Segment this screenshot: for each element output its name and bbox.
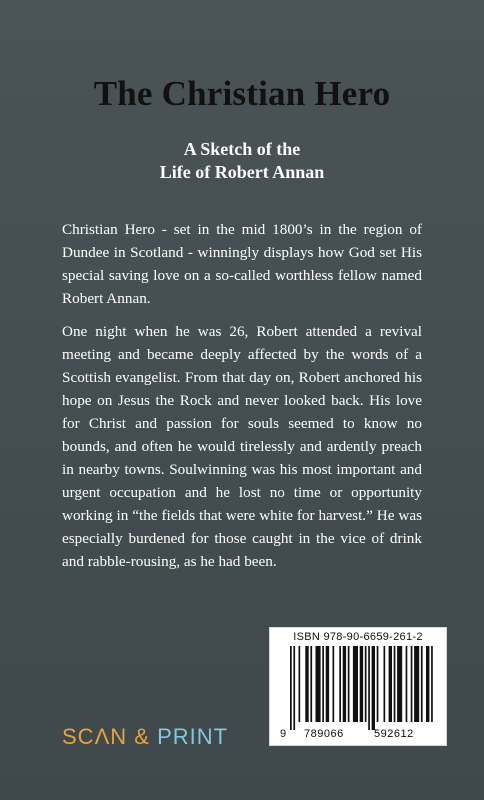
barcode-bar bbox=[384, 646, 386, 722]
barcode-bar bbox=[322, 646, 324, 722]
logo-part-2: ΛN & bbox=[94, 724, 150, 749]
barcode-bar bbox=[290, 646, 292, 730]
book-title: The Christian Hero bbox=[93, 74, 391, 113]
barcode-bar bbox=[360, 646, 363, 722]
blurb-paragraph-1: Christian Hero - set in the mid 1800’s in the region of Dundee in Scotland - winningly displays how God set His special saving love on a so-called worthless fellow named Robert Annan. bbox=[62, 221, 422, 307]
barcode-bar bbox=[397, 646, 402, 722]
barcode-bars bbox=[276, 646, 440, 730]
barcode-bar bbox=[365, 646, 367, 722]
barcode-bar bbox=[406, 646, 408, 722]
barcode-bar bbox=[421, 646, 423, 722]
barcode-bar bbox=[426, 646, 429, 722]
blurb-paragraph-2: One night when he was 26, Robert attended a revival meeting and became deeply affected by the words of a Scottish evangelist. From that day on, Robert anchored his hope on Jesus the Rock and never looked back. His love for Christ and passion for souls seemed to know no bounds, and often he would tirelessly and ardently preach in nearby towns. Soulwinning was his most important and urgent occupation and he lost no time or opportunity working in “the fields that were white for harvest.” He was especially burdened for those caught in the vice of drink and rabble-rousing, as he had been. bbox=[62, 323, 422, 570]
barcode-bar bbox=[299, 646, 301, 722]
barcode-right-digits: 592612 bbox=[374, 728, 414, 740]
barcode-bar bbox=[389, 646, 392, 722]
isbn-label: ISBN 978-90-6659-261-2 bbox=[293, 631, 423, 643]
barcode-bar bbox=[372, 646, 375, 730]
barcode-first-digit: 9 bbox=[280, 728, 287, 740]
isbn-barcode bbox=[269, 627, 447, 746]
barcode-bar bbox=[305, 646, 308, 722]
barcode-bar bbox=[343, 646, 346, 722]
barcode-bar bbox=[368, 646, 370, 730]
barcode-bar bbox=[293, 646, 295, 730]
barcode-bar bbox=[431, 646, 433, 722]
logo-part-3: PRINT bbox=[157, 724, 229, 749]
subtitle-line-2: Life of Robert Annan bbox=[159, 162, 325, 182]
subtitle-line-1: A Sketch of the bbox=[183, 139, 301, 159]
barcode-bar bbox=[310, 646, 312, 722]
publisher-logo bbox=[62, 724, 228, 750]
barcode-bar bbox=[414, 646, 419, 722]
barcode-bar bbox=[377, 646, 379, 722]
book-subtitle bbox=[0, 138, 484, 184]
barcode-bar bbox=[316, 646, 321, 722]
barcode-bar bbox=[348, 646, 350, 722]
barcode-bar bbox=[333, 646, 335, 722]
barcode-bar bbox=[353, 646, 358, 722]
barcode-left-digits: 789066 bbox=[304, 728, 344, 740]
barcode-bar bbox=[394, 646, 396, 722]
logo-part-1: SC bbox=[62, 724, 95, 749]
barcode-bar bbox=[326, 646, 329, 722]
barcode-bar bbox=[411, 646, 413, 722]
barcode-bar bbox=[339, 646, 341, 722]
